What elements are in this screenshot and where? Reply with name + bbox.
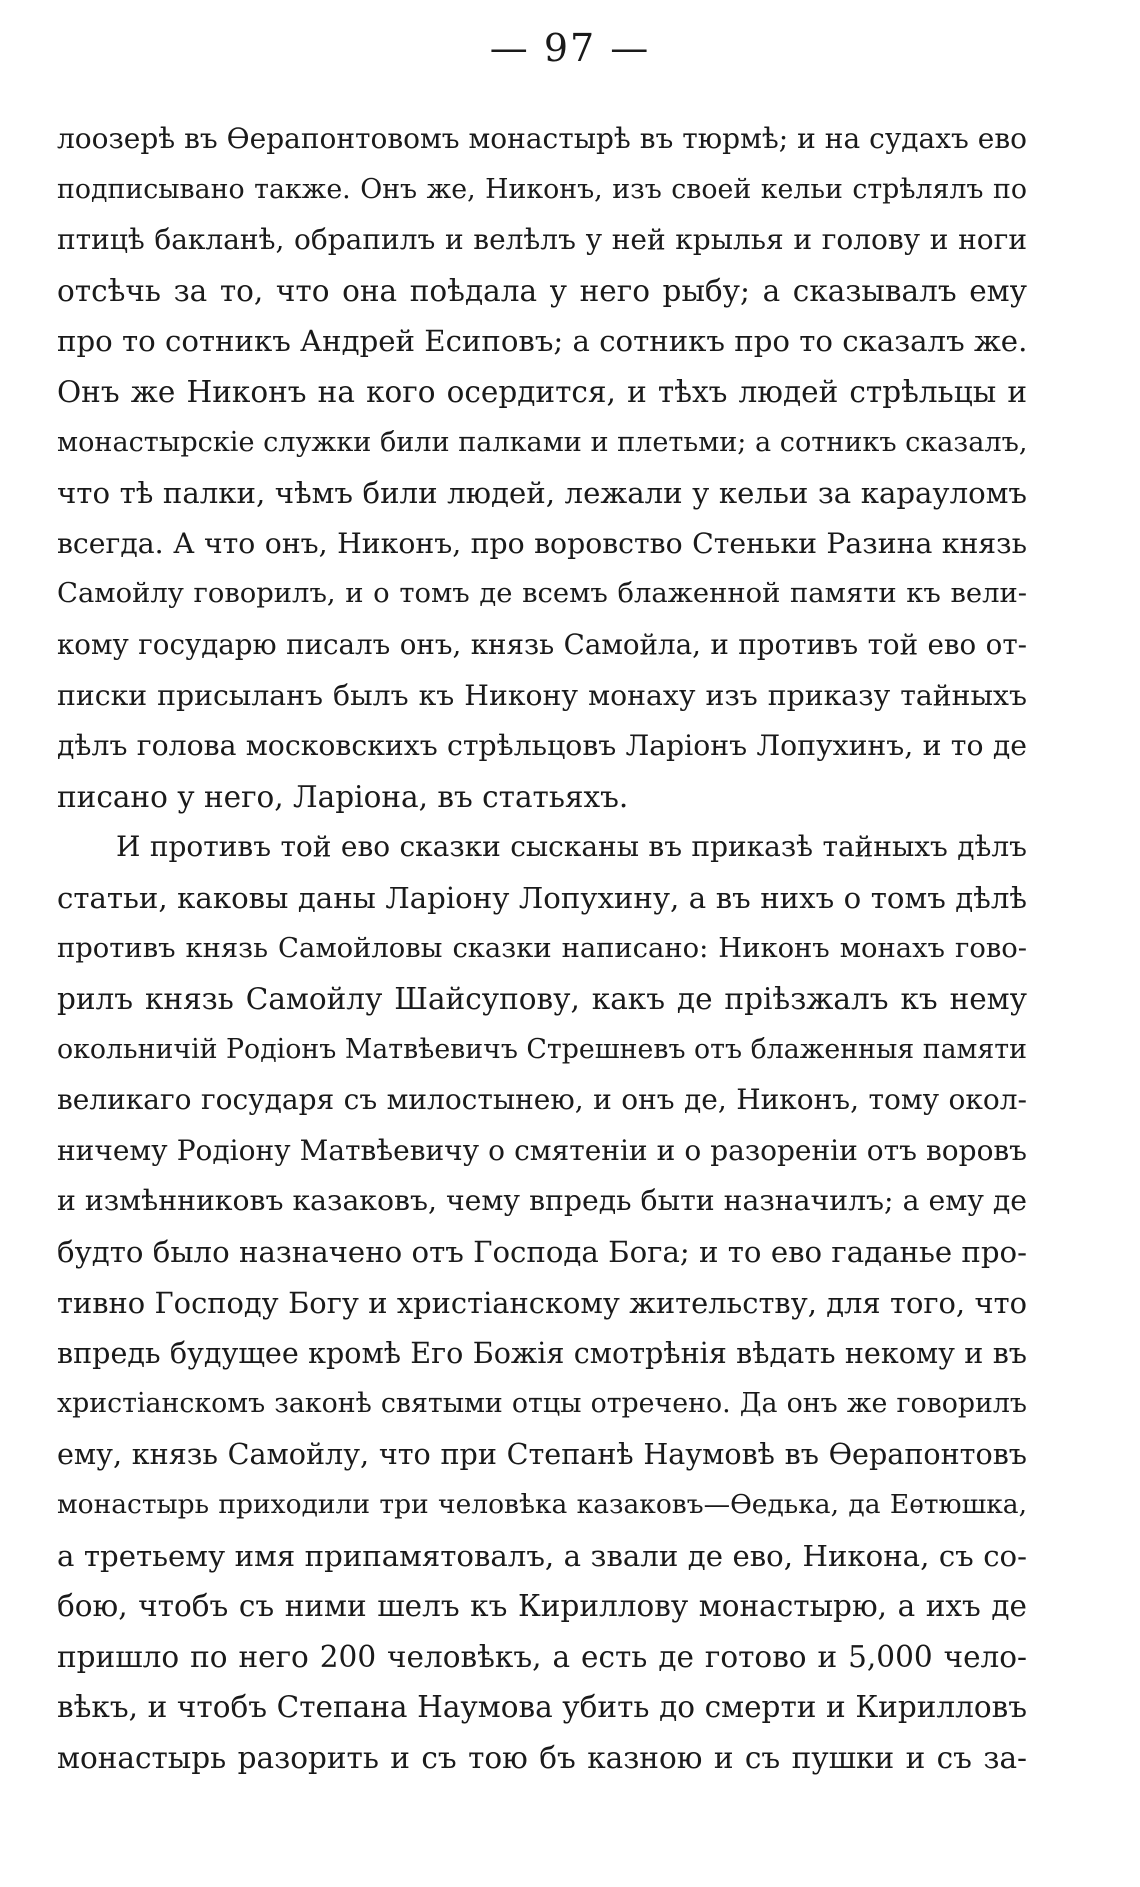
page-number: — 97 —	[489, 26, 651, 70]
text-line: окольничій Родіонъ Матвѣевичъ Стрешневъ отъ блаженныя памяти	[57, 1033, 1027, 1065]
text-line: подписывано также. Онъ же, Никонъ, изъ своей кельи стрѣлялъ по	[57, 173, 1027, 205]
text-line: ничему Родіону Матвѣевичу о смятеніи и о разореніи отъ воровъ	[57, 1133, 1027, 1167]
text-line: птицѣ бакланѣ, обрапилъ и велѣлъ у ней крылья и голову и ноги	[57, 223, 1027, 257]
text-line: тивно Господу Богу и христіанскому жительству, для того, что	[57, 1285, 1027, 1320]
text-line: и измѣнниковъ казаковъ, чему впредь быти назначилъ; а ему де	[57, 1184, 1027, 1218]
text-line: впредь будущее кромѣ Его Божія смотрѣнія вѣдать некому и въ	[57, 1336, 1027, 1371]
text-line: статьи, каковы даны Ларіону Лопухину, а въ нихъ о томъ дѣлѣ	[57, 880, 1027, 915]
text-line: бою, чтобъ съ ними шелъ къ Кириллову монастырю, а ихъ де	[57, 1589, 1027, 1624]
paragraph	[57, 114, 1027, 822]
text-line: отсѣчь за то, что она поѣдала у него рыбу; а сказывалъ ему	[57, 273, 1027, 308]
paragraph	[57, 822, 1027, 1783]
text-line: ему, князь Самойлу, что при Степанѣ Наумовѣ въ Ѳерапонтовъ	[57, 1437, 1027, 1472]
text-line: писки присыланъ былъ къ Никону монаху изъ приказу тайныхъ	[57, 678, 1027, 712]
text-line: монастырь приходили три человѣка казаковъ—Ѳедька, да Еѳтюшка,	[57, 1489, 1027, 1521]
text-line: кому государю писалъ онъ, князь Самойла, и противъ той ево от-	[57, 627, 1027, 661]
text-line: монастырскіе служки били палками и плетьми; а сотникъ сказалъ,	[57, 426, 1027, 458]
text-line: всегда. А что онъ, Никонъ, про воровство Стеньки Разина князь	[57, 526, 1027, 560]
text-line: монастырь разорить и съ тою бъ казною и съ пушки и съ за-	[57, 1741, 1027, 1775]
text-line: рилъ князь Самойлу Шайсупову, какъ де пріѣзжалъ къ нему	[57, 982, 1027, 1017]
text-line: И противъ той ево сказки сысканы въ приказѣ тайныхъ дѣлъ	[116, 830, 1027, 864]
text-line: Онъ же Никонъ на кого осердится, и тѣхъ людей стрѣльцы и	[57, 374, 1027, 409]
text-line: противъ князь Самойловы сказки написано: Никонъ монахъ гово-	[57, 932, 1027, 964]
text-line: лоозерѣ въ Ѳерапонтовомъ монастырѣ въ тюрмѣ; и на судахъ ево	[57, 122, 1027, 155]
text-line: будто было назначено отъ Господа Бога; и то ево гаданье про-	[57, 1235, 1027, 1270]
text-line: вѣкъ, и чтобъ Степана Наумова убить до смерти и Кирилловъ	[57, 1690, 1027, 1725]
text-line: христіанскомъ законѣ святыми отцы отречено. Да онъ же говорилъ	[57, 1387, 1027, 1419]
text-line: а третьему имя припамятовалъ, а звали де ево, Никона, съ со-	[57, 1538, 1027, 1573]
text-line: Самойлу говорилъ, и о томъ де всемъ блаженной памяти къ вели-	[57, 578, 1027, 610]
text-line: великаго государя съ милостынею, и онъ де, Никонъ, тому окол-	[57, 1083, 1027, 1117]
text-line: что тѣ палки, чѣмъ били людей, лежали у кельи за карауломъ	[57, 476, 1027, 511]
text-line: пришло по него 200 человѣкъ, а есть де готово и 5,000 чело-	[57, 1639, 1027, 1674]
body-text	[57, 114, 1027, 1784]
text-line: писано у него, Ларіона, въ статьяхъ.	[57, 779, 629, 814]
text-line: про то сотникъ Андрей Есиповъ; а сотникъ про то сказалъ же.	[57, 324, 1027, 359]
text-line: дѣлъ голова московскихъ стрѣльцовъ Ларіонъ Лопухинъ, и то де	[57, 729, 1027, 763]
